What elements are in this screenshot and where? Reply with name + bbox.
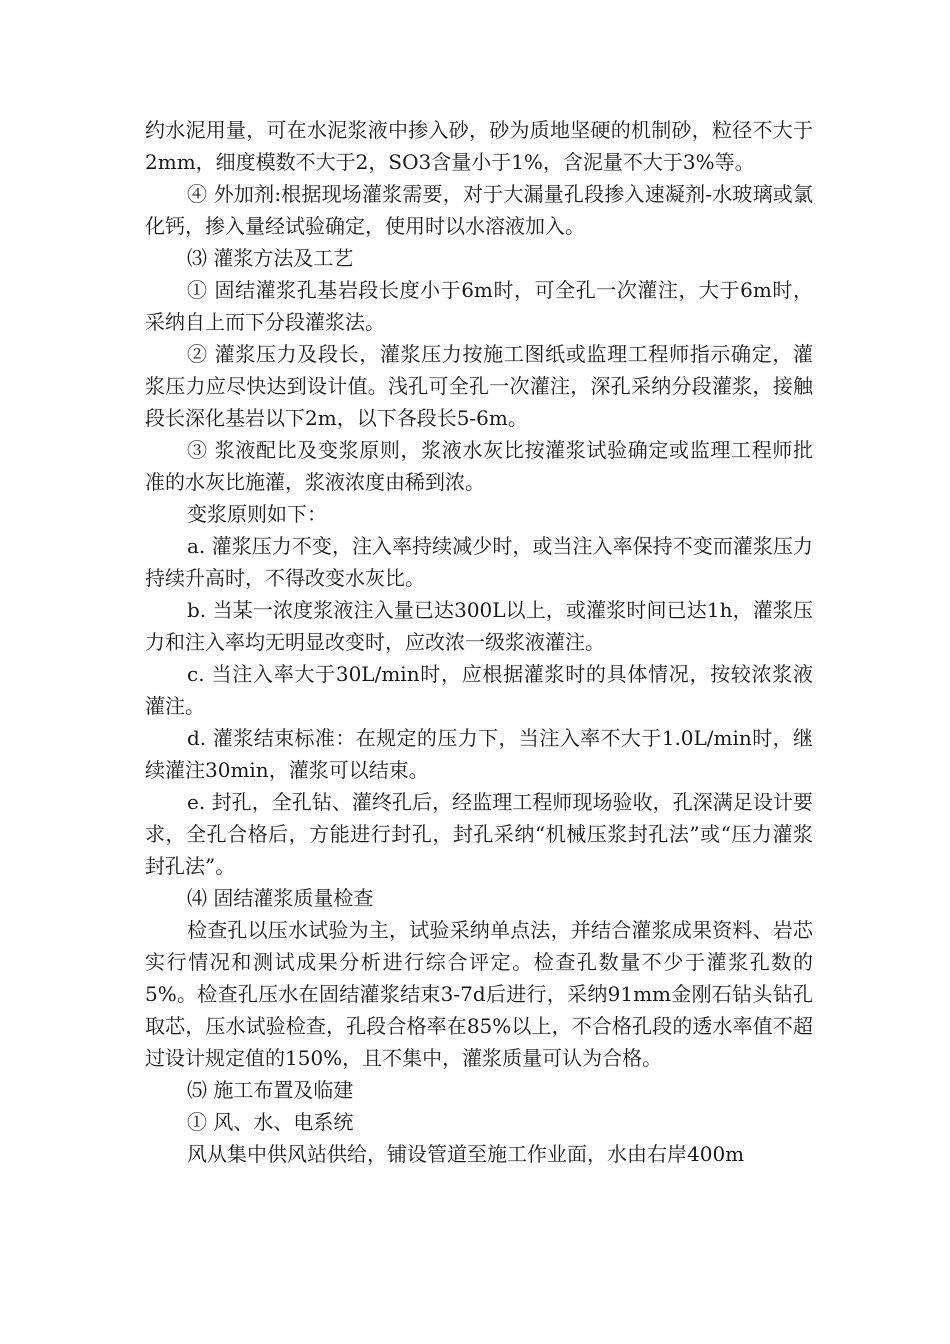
section-heading: ⑷ 固结灌浆质量检查 [187,886,374,910]
list-item: a. 灌浆压力不变，注入率持续减少时，或当注入率保持不变而灌浆压力持续升高时，不得改变水灰比。 [145,534,813,590]
section-heading: ⑶ 灌浆方法及工艺 [187,246,354,270]
paragraph: ② 灌浆压力及段长，灌浆压力按施工图纸或监理工程师指示确定，灌浆压力应尽快达到设计值。浅孔可全孔一次灌注，深孔采纳分段灌浆，接触段长深化基岩以下2m，以下各段长5-6m。 [145,342,813,430]
list-item: c. 当注入率大于30L/min时，应根据灌浆时的具体情况，按较浓浆液灌注。 [145,662,813,718]
section-heading: ⑸ 施工布置及临建 [187,1078,354,1102]
paragraph: ③ 浆液配比及变浆原则，浆液水灰比按灌浆试验确定或监理工程师批准的水灰比施灌，浆液浓度由稀到浓。 [145,438,813,494]
paragraph: 变浆原则如下： [187,502,327,526]
document-body [145,114,813,1170]
paragraph: 风从集中供风站供给，铺设管道至施工作业面，水由右岸400m [187,1142,745,1166]
list-item: b. 当某一浓度浆液注入量已达300L以上，或灌浆时间已达1h，灌浆压力和注入率均无明显改变时，应改浓一级浆液灌注。 [145,598,813,654]
subsection-heading: ① 风、水、电系统 [187,1110,354,1134]
paragraph: ① 固结灌浆孔基岩段长度小于6m时，可全孔一次灌注，大于6m时，采纳自上而下分段灌浆法。 [145,278,813,334]
paragraph: 检查孔以压水试验为主，试验采纳单点法，并结合灌浆成果资料、岩芯实行情况和测试成果分析进行综合评定。检查孔数量不少于灌浆孔数的5%。检查孔压水在固结灌浆结束3-7d后进行，采纳91mm金刚石钻头钻孔取芯，压水试验检查，孔段合格率在85%以上，不合格孔段的透水率值不超过设计规定值的150%，且不集中，灌浆质量可认为合格。 [145,918,813,1070]
list-item: e. 封孔，全孔钻、灌终孔后，经监理工程师现场验收，孔深满足设计要求，全孔合格后，方能进行封孔，封孔采纳“机械压浆封孔法”或“压力灌浆封孔法”。 [145,790,813,878]
list-item: d. 灌浆结束标准：在规定的压力下，当注入率不大于1.0L/min时，继续灌注30min，灌浆可以结束。 [145,726,813,782]
paragraph: ④ 外加剂:根据现场灌浆需要，对于大漏量孔段掺入速凝剂-水玻璃或氯化钙，掺入量经试验确定，使用时以水溶液加入。 [145,182,813,238]
paragraph: 约水泥用量，可在水泥浆液中掺入砂，砂为质地坚硬的机制砂，粒径不大于2mm，细度模数不大于2，SO3含量小于1%，含泥量不大于3%等。 [145,118,813,174]
